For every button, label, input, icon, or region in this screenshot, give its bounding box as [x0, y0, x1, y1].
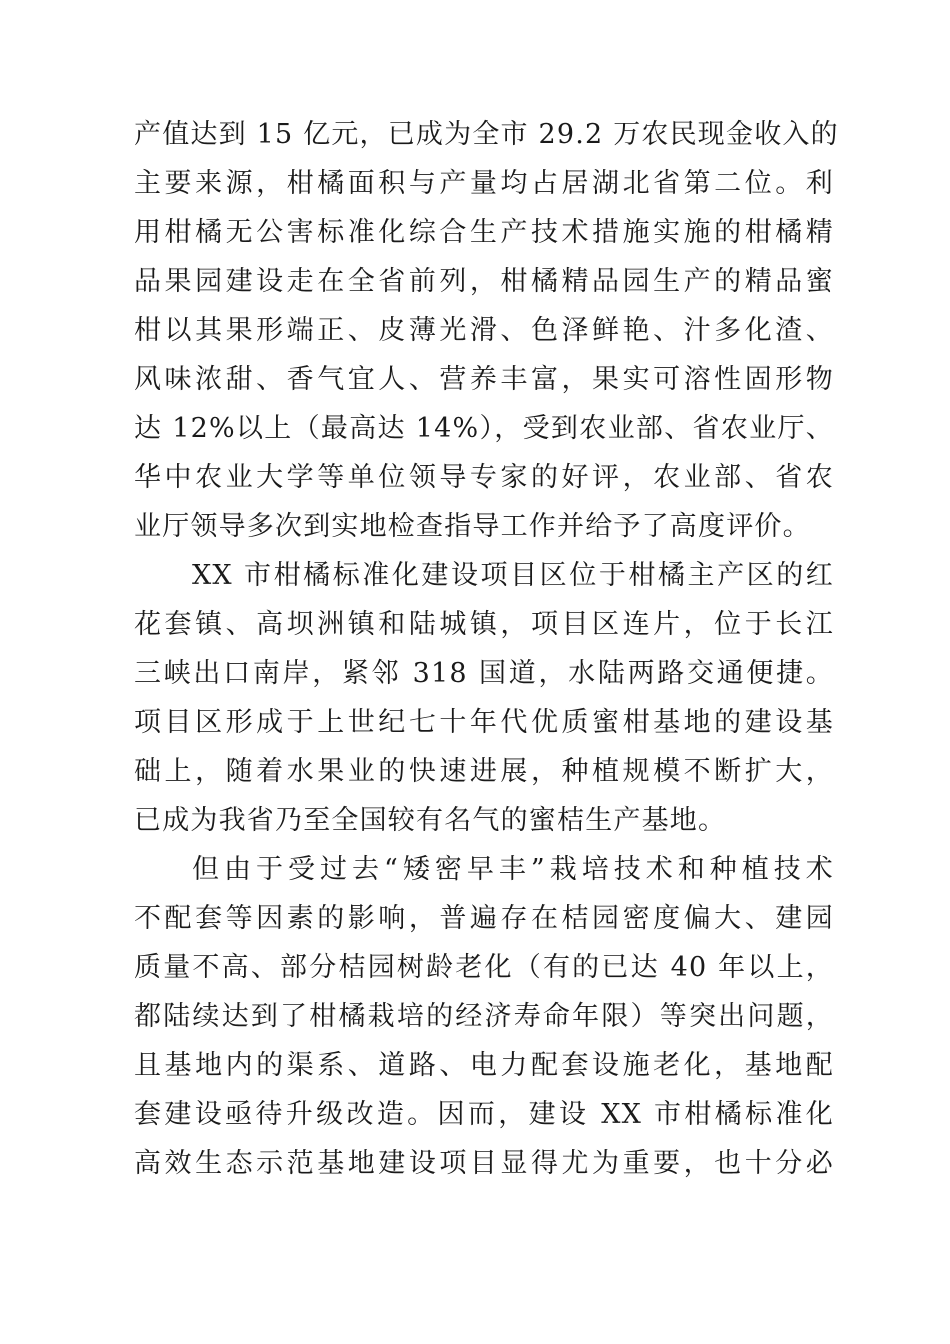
- text-line: 不配套等因素的影响，普遍存在桔园密度偏大、建园: [134, 903, 834, 934]
- text-line: 主要来源，柑橘面积与产量均占居湖北省第二位。利: [134, 168, 834, 199]
- text-line: XX 市柑橘标准化建设项目区位于柑橘主产区的红: [192, 560, 834, 591]
- text-line: 柑以其果形端正、皮薄光滑、色泽鲜艳、汁多化渣、: [134, 315, 834, 346]
- text-line: 已成为我省乃至全国较有名气的蜜桔生产基地。: [134, 805, 727, 836]
- text-line: 础上，随着水果业的快速进展，种植规模不断扩大，: [134, 756, 834, 787]
- text-line: 达 12%以上（最高达 14%），受到农业部、省农业厅、: [134, 413, 834, 444]
- paragraph-2: [134, 551, 834, 845]
- text-line: 高效生态示范基地建设项目显得尤为重要，也十分必: [134, 1148, 834, 1179]
- text-line: 产值达到 15 亿元，已成为全市 29.2 万农民现金收入的: [134, 119, 839, 150]
- paragraph-1: [134, 110, 839, 551]
- text-line: 质量不高、部分桔园树龄老化（有的已达 40 年以上，: [134, 952, 834, 983]
- text-line: 用柑橘无公害标准化综合生产技术措施实施的柑橘精: [134, 217, 834, 248]
- paragraph-3: [134, 845, 834, 1188]
- text-line: 但由于受过去“矮密早丰”栽培技术和种植技术: [192, 854, 834, 885]
- text-line: 风味浓甜、香气宜人、营养丰富，果实可溶性固形物: [134, 364, 834, 395]
- text-line: 都陆续达到了柑橘栽培的经济寿命年限）等突出问题，: [134, 1001, 834, 1032]
- body-text: [134, 110, 839, 1188]
- text-line: 业厅领导多次到实地检查指导工作并给予了高度评价。: [134, 511, 811, 542]
- text-line: 华中农业大学等单位领导专家的好评，农业部、省农: [134, 462, 834, 493]
- text-line: 花套镇、高坝洲镇和陆城镇，项目区连片，位于长江: [134, 609, 834, 640]
- text-line: 套建设亟待升级改造。因而，建设 XX 市柑橘标准化: [134, 1099, 834, 1130]
- text-line: 品果园建设走在全省前列，柑橘精品园生产的精品蜜: [134, 266, 834, 297]
- text-line: 三峡出口南岸，紧邻 318 国道，水陆两路交通便捷。: [134, 658, 834, 689]
- text-line: 项目区形成于上世纪七十年代优质蜜柑基地的建设基: [134, 707, 834, 738]
- text-line: 且基地内的渠系、道路、电力配套设施老化，基地配: [134, 1050, 834, 1081]
